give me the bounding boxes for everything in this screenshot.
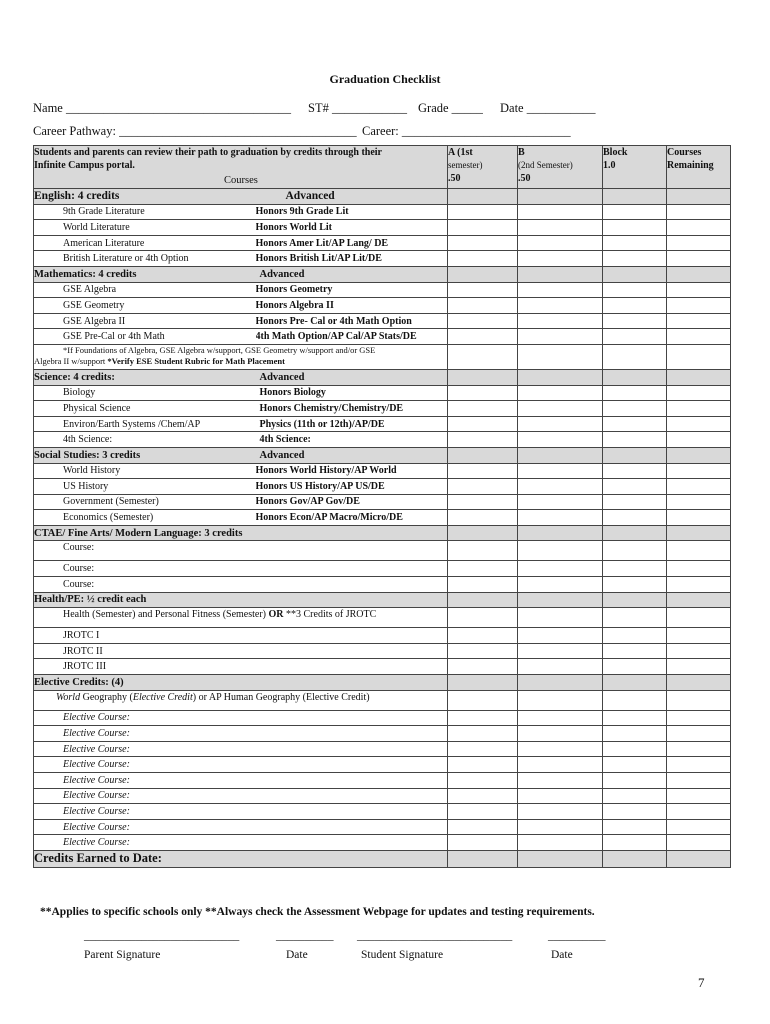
student-signature-label: Student Signature	[361, 949, 444, 961]
math-note-1: *If Foundations of Algebra, GSE Algebra w/support, GSE Geometry w/support and/or GSE	[63, 344, 376, 355]
section-heading: Mathematics: 4 credits	[34, 266, 256, 282]
checklist-table	[33, 145, 731, 868]
table-row: Physical Science Honors Chemistry/Chemistry/DE	[34, 401, 731, 417]
section-english	[34, 189, 731, 205]
date-line-2[interactable]: __________	[548, 930, 606, 942]
credits-earned-label: Credits Earned to Date:	[34, 850, 448, 867]
math-note-2: Algebra II w/support *Verify ESE Student Rubric for Math Placement	[34, 355, 285, 366]
student-signature-line[interactable]: ___________________________	[357, 930, 513, 942]
name-field[interactable]: Name ____________________________________	[33, 101, 291, 115]
geography-row: World Geography (Elective Credit) or AP Human Geography (Elective Credit)	[34, 690, 731, 710]
table-row: World Literature Honors World Lit	[34, 220, 731, 236]
section-heading: CTAE/ Fine Arts/ Modern Language: 3 credits	[34, 525, 448, 541]
table-row: GSE Algebra II Honors Pre- Cal or 4th Math Option	[34, 313, 731, 329]
career-pathway-field[interactable]: Career Pathway: ______________________________________	[33, 124, 357, 138]
table-row: Elective Course:	[34, 819, 731, 835]
table-row: Elective Course:	[34, 726, 731, 742]
advanced-heading: Advanced	[256, 189, 448, 205]
table-row: Environ/Earth Systems /Chem/AP Physics (11th or 12th)/AP/DE	[34, 416, 731, 432]
table-row: Elective Course:	[34, 741, 731, 757]
health-option-row: Health (Semester) and Personal Fitness (Semester) OR **3 Credits of JROTC	[34, 608, 731, 628]
table-row: GSE Pre-Cal or 4th Math 4th Math Option/AP Cal/AP Stats/DE	[34, 329, 731, 345]
grade-field[interactable]: Grade _____	[418, 101, 483, 115]
table-row: Elective Course:	[34, 773, 731, 789]
col-block-header: Block 1.0	[603, 146, 667, 189]
page-number: 7	[698, 975, 705, 990]
career-field[interactable]: Career: ___________________________	[362, 124, 571, 138]
table-row: US History Honors US History/AP US/DE	[34, 479, 731, 495]
table-row: Government (Semester) Honors Gov/AP Gov/DE	[34, 494, 731, 510]
table-row: Elective Course:	[34, 710, 731, 726]
table-row: Elective Course:	[34, 757, 731, 773]
parent-signature-label: Parent Signature	[84, 949, 161, 961]
math-note-row	[34, 344, 731, 369]
parent-signature-line[interactable]: ___________________________	[84, 930, 240, 942]
section-heading: English: 4 credits	[34, 189, 256, 205]
section-elective	[34, 675, 731, 691]
credits-earned-row	[34, 850, 731, 867]
advanced-heading: Advanced	[256, 266, 448, 282]
section-heading: Elective Credits: (4)	[34, 675, 448, 691]
intro-line-1: Students and parents can review their path to graduation by credits through their	[34, 147, 382, 158]
table-row: Course:	[34, 541, 731, 561]
table-row: Economics (Semester) Honors Econ/AP Macro/Micro/DE	[34, 510, 731, 526]
st-number-field[interactable]: ST# ____________	[308, 101, 407, 115]
table-row: Elective Course:	[34, 788, 731, 804]
col-remaining-header: Courses Remaining	[667, 146, 731, 189]
section-heading: Social Studies: 3 credits	[34, 447, 256, 463]
table-row: Course:	[34, 577, 731, 593]
date-label-1: Date	[286, 949, 308, 961]
page-title: Graduation Checklist	[329, 72, 441, 86]
table-row: Elective Course:	[34, 835, 731, 851]
col-a-header: A (1st semester) .50	[448, 146, 518, 189]
date-line-1[interactable]: __________	[276, 930, 334, 942]
advanced-heading: Advanced	[256, 369, 448, 385]
date-field[interactable]: Date ___________	[500, 101, 596, 115]
section-ctae	[34, 525, 731, 541]
table-row: GSE Geometry Honors Algebra II	[34, 298, 731, 314]
table-row: JROTC III	[34, 659, 731, 675]
footnote: **Applies to specific schools only **Always check the Assessment Webpage for updates and testing requirements.	[40, 906, 595, 918]
courses-header: Courses	[224, 175, 258, 186]
section-social-studies	[34, 447, 731, 463]
table-row: 9th Grade Literature Honors 9th Grade Lit	[34, 204, 731, 220]
section-math	[34, 266, 731, 282]
table-row: JROTC I	[34, 628, 731, 644]
table-row: Course:	[34, 561, 731, 577]
table-row: British Literature or 4th Option Honors British Lit/AP Lit/DE	[34, 251, 731, 267]
intro-cell	[34, 146, 448, 189]
section-heading: Science: 4 credits:	[34, 369, 256, 385]
date-label-2: Date	[551, 949, 573, 961]
table-row: Elective Course:	[34, 804, 731, 820]
table-row: Biology Honors Biology	[34, 385, 731, 401]
table-row: 4th Science: 4th Science:	[34, 432, 731, 448]
section-science	[34, 369, 731, 385]
table-header-row	[34, 146, 731, 189]
table-row: American Literature Honors Amer Lit/AP Lang/ DE	[34, 235, 731, 251]
table-row: GSE Algebra Honors Geometry	[34, 282, 731, 298]
section-heading: Health/PE: ½ credit each	[34, 592, 448, 608]
table-row: JROTC II	[34, 643, 731, 659]
intro-line-2: Infinite Campus portal.	[34, 160, 135, 171]
col-b-header: B (2nd Semester) .50	[518, 146, 603, 189]
section-health-pe	[34, 592, 731, 608]
advanced-heading: Advanced	[256, 447, 448, 463]
table-row: World History Honors World History/AP World	[34, 463, 731, 479]
